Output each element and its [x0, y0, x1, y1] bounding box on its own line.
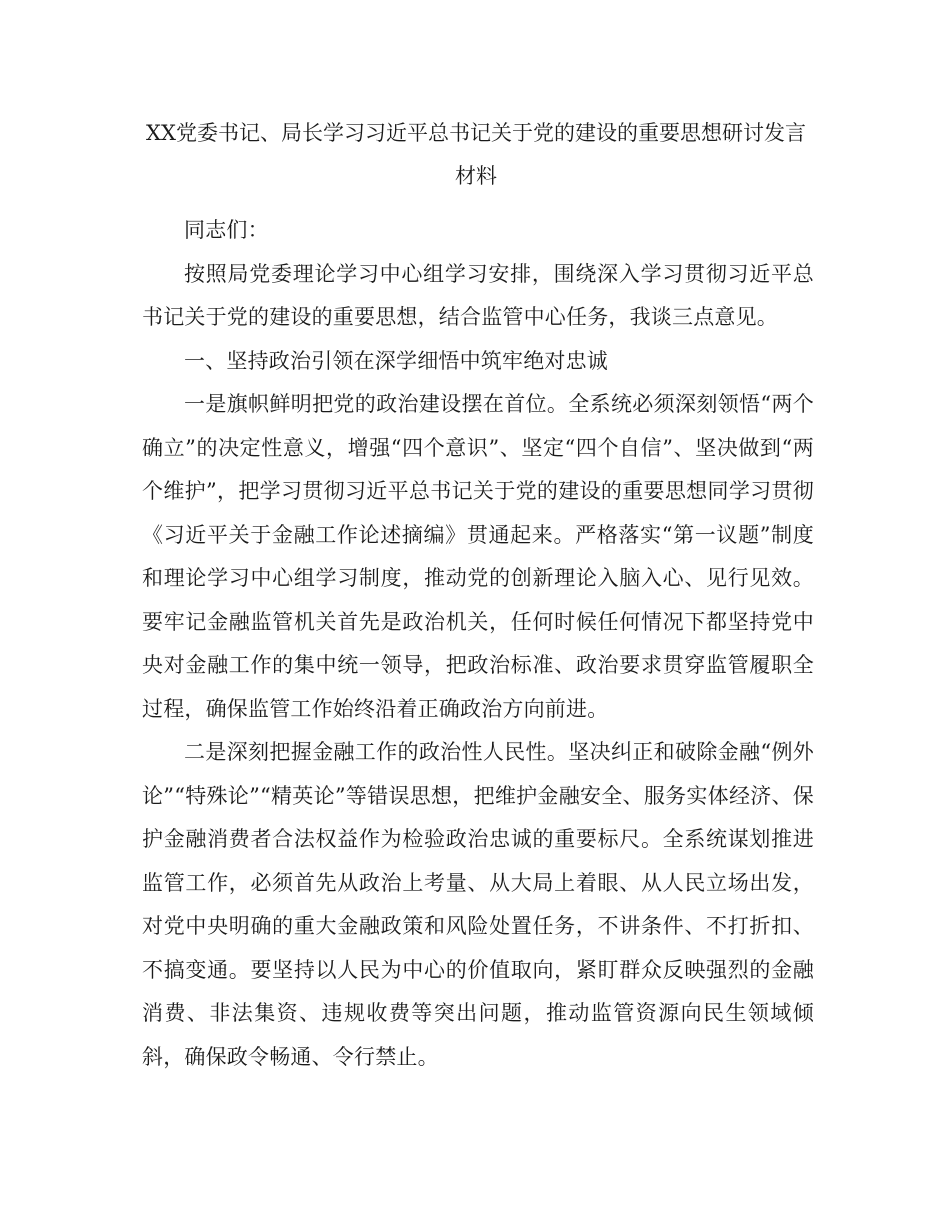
body-paragraph-1: 一是旗帜鲜明把党的政治建设摆在首位。全系统必须深刻领悟“两个确立”的决定性意义，增强“四个意识”、坚定“四个自信”、坚决做到“两个维护”，把学习贯彻习近平总书记关于党的建设的重要思想同学习贯彻《习近平关于金融工作论述摘编》贯通起来。严格落实“第一议题”制度和理论学习中心组学习制度，推动党的创新理论入脑入心、见行见效。要牢记金融监管机关首先是政治机关，任何时候任何情况下都坚持党中央对金融工作的集中统一领导，把政治标准、政治要求贯穿监管履职全过程，确保监管工作始终沿着正确政治方向前进。	[142, 392, 814, 721]
greeting-paragraph: 同志们：	[184, 218, 269, 242]
body-paragraph-2: 二是深刻把握金融工作的政治性人民性。坚决纠正和破除金融“例外论”“特殊论”“精英论”等错误思想，把维护金融安全、服务实体经济、保护金融消费者合法权益作为检验政治忠诚的重要标尺。全系统谋划推进监管工作，必须首先从政治上考量、从大局上着眼、从人民立场出发，对党中央明确的重大金融政策和风险处置任务，不讲条件、不打折扣、不搞变通。要坚持以人民为中心的价值取向，紧盯群众反映强烈的金融消费、非法集资、违规收费等突出问题，推动监管资源向民生领域倾斜，确保政令畅通、令行禁止。	[142, 740, 814, 1069]
intro-paragraph: 按照局党委理论学习中心组学习安排，围绕深入学习贯彻习近平总书记关于党的建设的重要思想，结合监管中心任务，我谈三点意见。	[142, 261, 814, 329]
document-body	[142, 209, 814, 1079]
section-heading-1: 一、坚持政治引领在深学细悟中筑牢绝对忠诚	[184, 348, 608, 373]
document-title: XX党委书记、局长学习习近平总书记关于党的建设的重要思想研讨发言材料	[146, 121, 806, 188]
